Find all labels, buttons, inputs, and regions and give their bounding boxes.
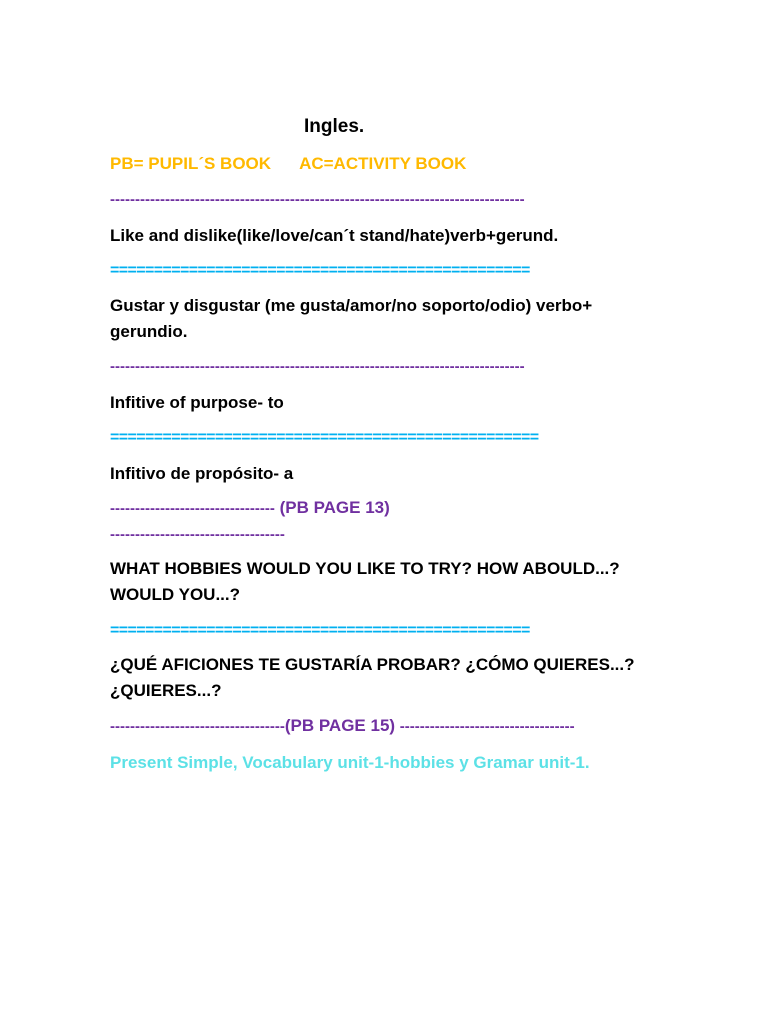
- dash-separator: -----------------------------------: [110, 718, 285, 735]
- pupils-book-abbrev: PB= PUPIL´S BOOK: [110, 154, 272, 173]
- aficiones-question-2: ¿QUIERES...?: [110, 681, 222, 700]
- abbreviations-line: [110, 151, 466, 177]
- infinitivo-line: Infitivo de propósito- a: [110, 464, 294, 483]
- pb-page-15-ref: (PB PAGE 15): [284, 716, 400, 735]
- aficiones-question-1: ¿QUÉ AFICIONES TE GUSTARÍA PROBAR? ¿CÓMO QUIERES...?: [110, 655, 635, 674]
- equals-separator: =================================================: [110, 429, 539, 446]
- present-simple-line: Present Simple, Vocabulary unit-1-hobbies y Gramar unit-1.: [110, 753, 590, 772]
- dash-separator: -----------------------------------------------------------------------------------: [110, 358, 525, 375]
- hobbies-question-2: WOULD YOU...?: [110, 585, 241, 604]
- hobbies-question-1: WHAT HOBBIES WOULD YOU LIKE TO TRY? HOW ABOULD...?: [110, 559, 620, 578]
- infinitive-line: Infitive of purpose- to: [110, 393, 284, 412]
- dash-separator: -----------------------------------: [399, 718, 575, 735]
- dash-separator: -----------------------------------------------------------------------------------: [110, 191, 525, 208]
- dash-separator: ---------------------------------: [110, 500, 275, 517]
- equals-separator: ================================================: [110, 622, 530, 639]
- document-title: Ingles.: [304, 116, 365, 137]
- pb-page-13-ref: (PB PAGE 13): [274, 498, 390, 517]
- like-dislike-line: Like and dislike(like/love/can´t stand/hate)verb+gerund.: [110, 226, 559, 245]
- dash-separator: -----------------------------------: [110, 526, 285, 543]
- pb-page-13-line: [110, 495, 390, 522]
- equals-separator: ================================================: [110, 262, 530, 279]
- gustar-line-1: Gustar y disgustar (me gusta/amor/no soporto/odio) verbo+: [110, 296, 593, 315]
- pb-page-15-line: [110, 713, 575, 740]
- gustar-line-2: gerundio.: [110, 322, 188, 341]
- activity-book-abbrev: AC=ACTIVITY BOOK: [299, 154, 467, 173]
